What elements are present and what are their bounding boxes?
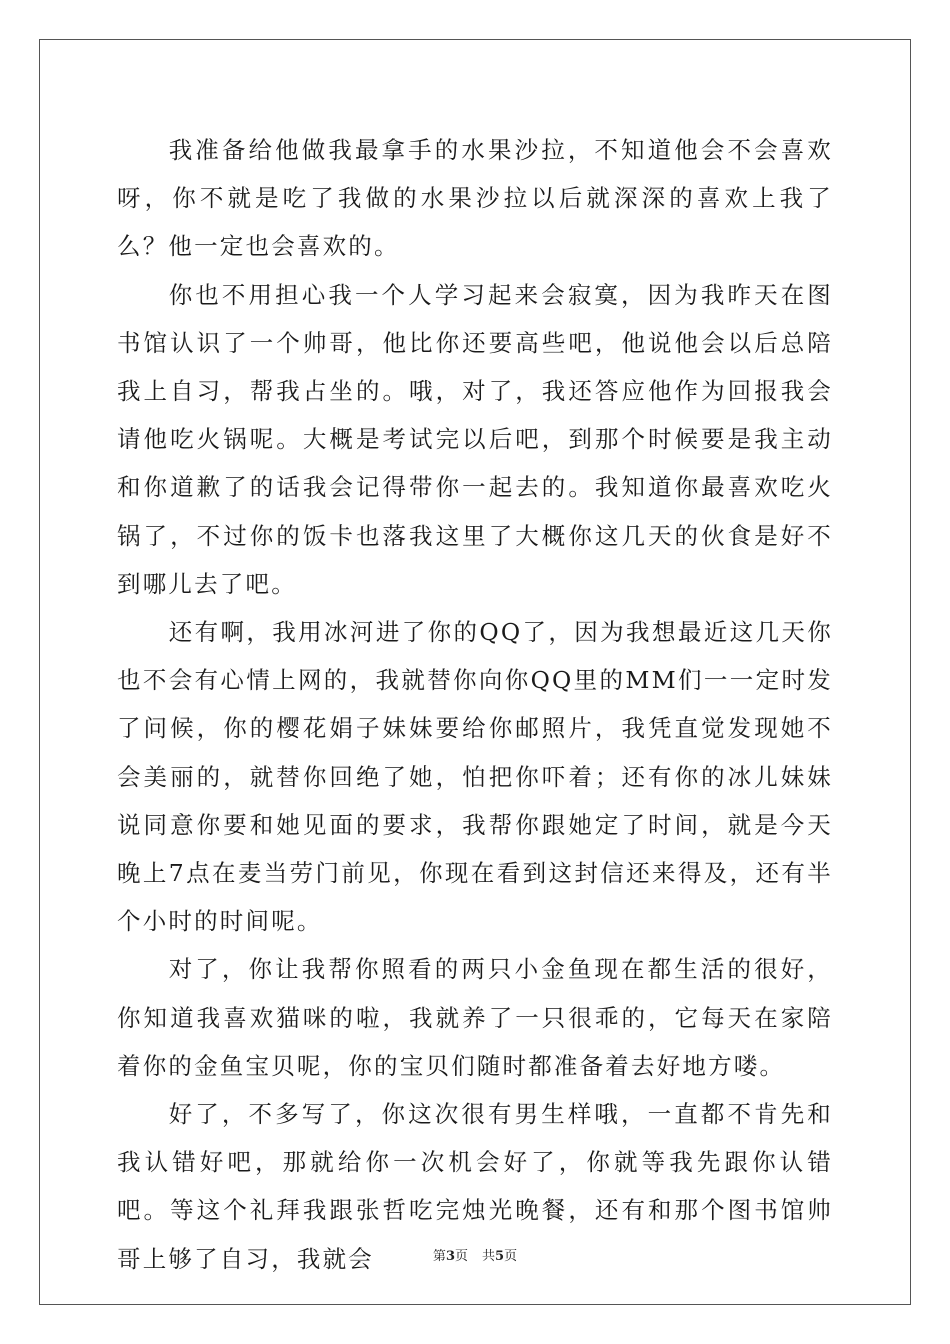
paragraph-4: 对了，你让我帮你照看的两只小金鱼现在都生活的很好，你知道我喜欢猫咪的啦，我就养了一只很乖的，它每天在家陪着你的金鱼宝贝呢，你的宝贝们随时都准备着去好地方喽。 xyxy=(117,955,833,1080)
total-suffix: 页 xyxy=(504,1249,518,1264)
paragraph-3: 还有啊，我用冰河进了你的QQ了，因为我想最近这几天你也不会有心情上网的，我就替你向你QQ里的MM们一一定时发了问候，你的樱花娟子妹妹要给你邮照片，我凭直觉发现她不会美丽的，就替你回绝了她，怕把你吓着；还有你的冰儿妹妹说同意你要和她见面的要求，我帮你跟她定了时间，就是今天晚上7点在麦当劳门前见，你现在看到这封信还来得及，还有半个小时的时间呢。 xyxy=(117,618,833,936)
page-footer xyxy=(0,1248,950,1266)
paragraph-1: 我准备给他做我最拿手的水果沙拉，不知道他会不会喜欢呀，你不就是吃了我做的水果沙拉以后就深深的喜欢上我了么？他一定也会喜欢的。 xyxy=(117,136,833,261)
page-suffix: 页 xyxy=(454,1249,468,1264)
page-number: 3 xyxy=(445,1249,455,1264)
document-body xyxy=(117,126,833,1283)
total-pages: 5 xyxy=(495,1249,505,1264)
page-prefix: 第 xyxy=(432,1249,446,1264)
total-prefix: 共 xyxy=(482,1249,496,1264)
paragraph-5: 好了，不多写了，你这次很有男生样哦，一直都不肯先和我认错好吧，那就给你一次机会好了，你就等我先跟你认错吧。等这个礼拜我跟张哲吃完烛光晚餐，还有和那个图书馆帅哥上够了自习，我就会 xyxy=(117,1100,833,1273)
paragraph-2: 你也不用担心我一个人学习起来会寂寞，因为我昨天在图书馆认识了一个帅哥，他比你还要高些吧，他说他会以后总陪我上自习，帮我占坐的。哦，对了，我还答应他作为回报我会请他吃火锅呢。大概是考试完以后吧，到那个时候要是我主动和你道歉了的话我会记得带你一起去的。我知道你最喜欢吃火锅了，不过你的饭卡也落我这里了大概你这几天的伙食是好不到哪儿去了吧。 xyxy=(117,280,833,598)
